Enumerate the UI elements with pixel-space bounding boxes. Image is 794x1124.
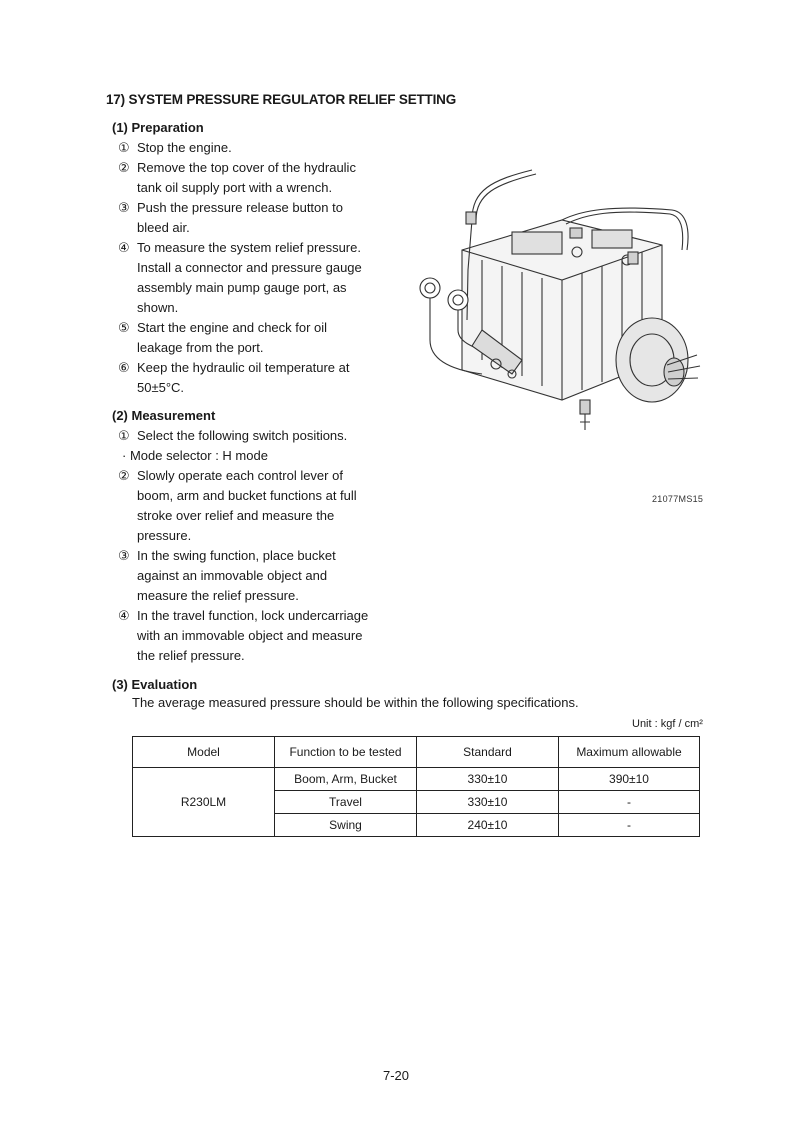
table-header-row <box>133 737 700 768</box>
standard-cell: 330±10 <box>417 768 559 791</box>
max-cell: - <box>559 814 700 837</box>
max-cell: 390±10 <box>559 768 700 791</box>
step-line: In the swing function, place bucket <box>137 548 336 563</box>
spec-table <box>132 736 700 837</box>
header-standard: Standard <box>417 737 559 768</box>
step-line: shown. <box>137 300 179 315</box>
prep-step-4 <box>118 238 380 318</box>
step-number: ⑤ <box>118 320 130 335</box>
prep-step-3 <box>118 198 380 238</box>
function-cell: Travel <box>275 791 417 814</box>
step-line: assembly main pump gauge port, as <box>137 280 347 295</box>
standard-cell: 330±10 <box>417 791 559 814</box>
section-title: 17) SYSTEM PRESSURE REGULATOR RELIEF SETTING <box>106 92 456 107</box>
standard-cell: 240±10 <box>417 814 559 837</box>
step-line: In the travel function, lock undercarriage <box>137 608 369 623</box>
figure-code: 21077MS15 <box>652 494 704 504</box>
step-number: ⑥ <box>118 360 130 375</box>
header-model: Model <box>133 737 275 768</box>
step-number: ③ <box>118 200 130 215</box>
step-line: against an immovable object and <box>137 568 328 583</box>
step-line: Select the following switch positions. <box>137 428 348 443</box>
step-number: ① <box>118 140 130 155</box>
page-number: 7-20 <box>383 1068 410 1083</box>
step-line: bleed air. <box>137 220 190 235</box>
preparation-heading: (1) Preparation <box>112 120 204 135</box>
meas-step-2 <box>118 466 380 546</box>
step-line: stroke over relief and measure the <box>137 508 335 523</box>
step-number: ④ <box>118 608 130 623</box>
meas-step-4 <box>118 606 380 666</box>
step-line: pressure. <box>137 528 192 543</box>
unit-label: Unit : kgf / cm² <box>632 718 703 730</box>
header-max: Maximum allowable <box>559 737 700 768</box>
prep-step-1 <box>118 138 380 158</box>
step-number: ① <box>118 428 130 443</box>
step-line: Stop the engine. <box>137 140 232 155</box>
step-line: Install a connector and pressure gauge <box>137 260 362 275</box>
function-cell: Boom, Arm, Bucket <box>275 768 417 791</box>
step-number: ③ <box>118 548 130 563</box>
prep-step-2 <box>118 158 380 198</box>
table-row <box>133 768 700 791</box>
meas-step-1 <box>118 426 380 446</box>
step-line: Slowly operate each control lever of <box>137 468 343 483</box>
step-line: tank oil supply port with a wrench. <box>137 180 333 195</box>
step-number: ② <box>118 468 130 483</box>
step-line: the relief pressure. <box>137 648 245 663</box>
mode-selector-bullet: · Mode selector : H mode <box>122 448 268 463</box>
measurement-heading: (2) Measurement <box>112 408 216 423</box>
evaluation-heading: (3) Evaluation <box>112 677 198 692</box>
evaluation-text: The average measured pressure should be within the following specifications. <box>132 695 579 710</box>
function-cell: Swing <box>275 814 417 837</box>
prep-step-5 <box>118 318 380 358</box>
step-line: Push the pressure release button to <box>137 200 343 215</box>
step-line: 50±5°C. <box>137 380 185 395</box>
step-line: Keep the hydraulic oil temperature at <box>137 360 350 375</box>
step-line: boom, arm and bucket functions at full <box>137 488 357 503</box>
step-line: measure the relief pressure. <box>137 588 299 603</box>
step-number: ② <box>118 160 130 175</box>
step-number: ④ <box>118 240 130 255</box>
pump-gauge-illustration <box>412 160 702 450</box>
model-cell: R230LM <box>133 768 275 837</box>
step-line: leakage from the port. <box>137 340 264 355</box>
max-cell: - <box>559 791 700 814</box>
header-function: Function to be tested <box>275 737 417 768</box>
meas-step-3 <box>118 546 380 606</box>
prep-step-6 <box>118 358 380 398</box>
step-line: To measure the system relief pressure. <box>137 240 361 255</box>
step-line: Remove the top cover of the hydraulic <box>137 160 356 175</box>
step-line: with an immovable object and measure <box>137 628 363 643</box>
step-line: Start the engine and check for oil <box>137 320 328 335</box>
